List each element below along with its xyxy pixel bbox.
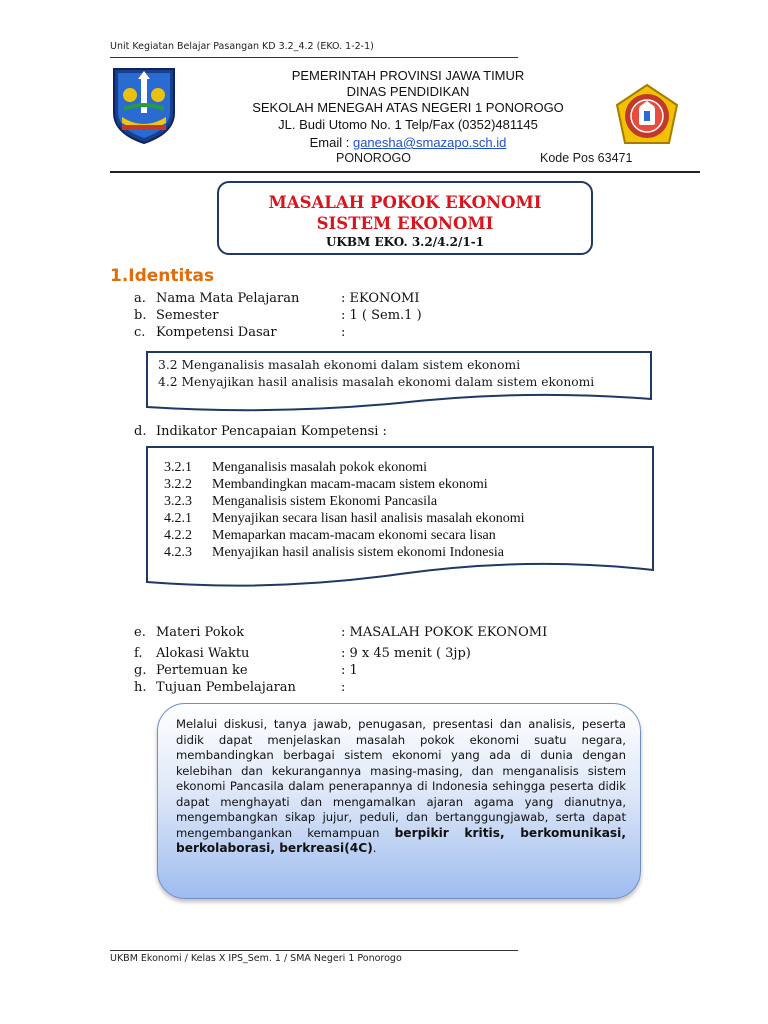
title-box	[217, 181, 593, 255]
kd-line1: 3.2 Menganalisis masalah ekonomi dalam sistem ekonomi	[158, 358, 521, 372]
objective-text: Melalui diskusi, tanya jawab, penugasan, presentasi dan analisis, peserta didik dapat menjelaskan masalah pokok ekonomi suatu negara, membandingkan berbagai sistem ekonomi yang ada di dunia dengan kelebihan dan kekurangannya masing-masing, dan menganalisis sistem ekonomi Pancasila dalam penerapannya di Indonesia sehingga peserta didik dapat menghayati dan mengamalkan ajaran agama yang dianutnya, mengembangkan sikap jujur, peduli, dan bertanggungjawab, serta dapat mengembangankan kemampuan berpikir kritis, berkomunikasi, berkolaborasi, berkreasi(4C).	[176, 717, 626, 855]
identity-h-letter: h.	[134, 680, 147, 695]
email-label: Email :	[309, 135, 353, 150]
identity-e-value: : MASALAH POKOK EKONOMI	[341, 625, 548, 640]
indikator-item: 4.2.1 Menyajikan secara lisan hasil analisis masalah ekonomi	[164, 511, 525, 526]
identity-b-letter: b.	[134, 308, 147, 323]
footer-text: UKBM Ekonomi / Kelas X IPS_Sem. 1 / SMA Negeri 1 Ponorogo	[110, 953, 402, 964]
identity-e-label: Materi Pokok	[156, 625, 245, 640]
postcode: Kode Pos 63471	[540, 151, 633, 165]
identity-f-value: : 9 x 45 menit ( 3jp)	[341, 646, 471, 661]
indikator-letter: d.	[134, 424, 147, 439]
identity-e-letter: e.	[134, 625, 146, 640]
kd-box	[144, 349, 654, 415]
identity-c-value: :	[341, 325, 346, 340]
email-link[interactable]: ganesha@smazapo.sch.id	[352, 135, 507, 150]
identity-c-label: Kompetensi Dasar	[156, 325, 277, 340]
identity-a-value: : EKONOMI	[341, 291, 420, 306]
kd-line2: 4.2 Menyajikan hasil analisis masalah ekonomi dalam sistem ekonomi	[158, 374, 595, 389]
identity-b-value: : 1 ( Sem.1 )	[341, 308, 422, 323]
identity-a-letter: a.	[134, 291, 146, 306]
school-name: SEKOLAH MENEGAH ATAS NEGERI 1 PONOROGO	[252, 100, 564, 115]
school-emblem	[613, 83, 681, 149]
indikator-item: 4.2.2 Memaparkan macam-macam ekonomi secara lisan	[164, 528, 496, 543]
school-address: JL. Budi Utomo No. 1 Telp/Fax (0352)481145	[278, 117, 538, 132]
indikator-item: 4.2.3 Menyajikan hasil analisis sistem ekonomi Indonesia	[164, 545, 505, 560]
header-rule	[110, 57, 518, 58]
city: PONOROGO	[336, 151, 412, 165]
identity-c-letter: c.	[134, 325, 146, 340]
identity-g-label: Pertemuan ke	[156, 663, 248, 678]
identity-f-label: Alokasi Waktu	[156, 646, 250, 661]
gov-line1: PEMERINTAH PROVINSI JAWA TIMUR	[291, 68, 525, 83]
identity-b-label: Semester	[156, 308, 219, 323]
identity-a-label: Nama Mata Pelajaran	[156, 291, 300, 306]
objective-box	[157, 703, 641, 899]
footer-rule	[110, 950, 518, 951]
identity-h-label: Tujuan Pembelajaran	[156, 680, 296, 695]
gov-line2: DINAS PENDIDIKAN	[346, 84, 470, 99]
identity-f-letter: f.	[134, 646, 143, 661]
title-line2: SISTEM EKONOMI	[316, 214, 494, 233]
kop-rule	[110, 171, 700, 173]
section-heading: 1.Identitas	[110, 266, 215, 286]
identity-g-letter: g.	[134, 663, 147, 678]
identity-h-value: :	[341, 680, 346, 695]
title-code: UKBM EKO. 3.2/4.2/1-1	[325, 235, 485, 249]
indikator-item: 3.2.3 Menganalisis sistem Ekonomi Pancasila	[164, 494, 438, 509]
indikator-item: 3.2.2 Membandingkan macam-macam sistem ekonomi	[164, 477, 488, 492]
indikator-label: Indikator Pencapaian Kompetensi :	[156, 424, 387, 439]
province-emblem	[110, 65, 178, 145]
indikator-box	[144, 444, 656, 594]
title-line1: MASALAH POKOK EKONOMI	[268, 193, 542, 212]
indikator-item: 3.2.1 Menganalisis masalah pokok ekonomi	[164, 460, 428, 475]
email-line	[218, 135, 598, 151]
identity-g-value: : 1	[341, 663, 358, 678]
header-note: Unit Kegiatan Belajar Pasangan KD 3.2_4.2 (EKO. 1-2-1)	[110, 41, 374, 52]
